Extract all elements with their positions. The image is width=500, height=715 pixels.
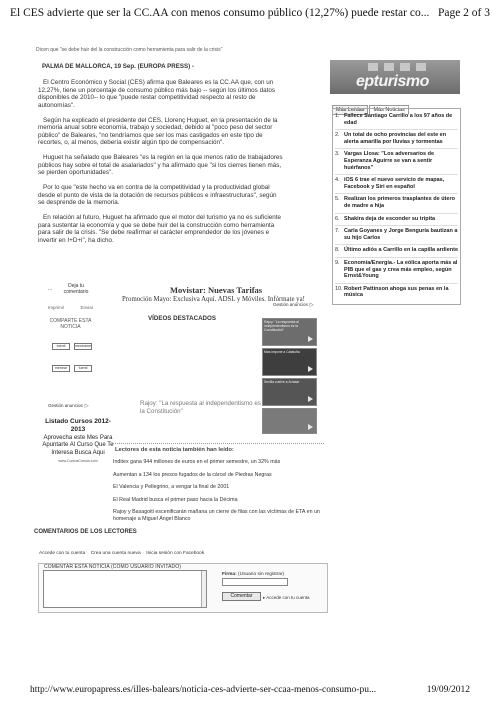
comment-dots: ... [48,286,53,292]
signature-label [222,572,284,577]
rank-number: 6. [335,215,340,222]
list-item[interactable] [335,214,458,227]
video-thumbnail[interactable] [262,378,317,406]
scrollbar[interactable] [201,571,206,607]
thumbnail-label: Mas impone a Cataluña [264,350,300,354]
comment-prompt[interactable] [45,283,107,295]
rank-number: 7. [335,228,340,235]
also-read-link[interactable]: El Real Madrid busca el primer paso hacia la Décima [113,496,238,503]
access-row [39,551,204,556]
rank-title[interactable]: Vargas Llosa: "Los adversarios de Esperanza Aguirre se van a sentir huérfanos" [344,151,435,171]
list-item[interactable] [335,111,458,130]
play-icon [308,424,313,430]
facebook-login-link[interactable]: Inicia sesión con Facebook [146,551,205,556]
comment-textarea[interactable] [43,570,207,608]
article-paragraph: En relación al futuro, Huguet ha afirmado que el motor del turismo ya no es suficiente para sustentar la economía y que se debe huir del la construcción como herramienta para salir de la crisis. "Se debe reafirmar el carácter emprendedor de los jóvenes e invertir en I+D+i", ha dicho. [38,214,282,244]
comments-title: COMENTARIOS DE LOS LECTORES [34,529,137,535]
list-item[interactable] [335,226,458,245]
comment-form-title: COMENTAR ESTA NOTICIA (COMO USUARIO INVITADO) [44,564,182,570]
send-link[interactable]: Enviar [80,305,94,310]
list-item[interactable] [335,194,458,213]
rank-number: 10. [335,285,343,292]
article-paragraph: El Centro Económico y Social (CES) afirma que Baleares es la CC.AA que, con un 12,27%, tiene un porcentaje de consumo público más bajo -- según los últimos datos disponibles de 2010-- lo que "puede restar competitividad respecto al resto de autonomías". [38,79,275,109]
access-note-label[interactable]: Accede con tu cuenta [266,595,310,600]
share-meneame-button[interactable]: meneame [75,344,91,348]
print-header-page: Page 2 of 3 [437,7,490,19]
rank-title[interactable]: iOS 6 trae el nuevo servicio de mapas, Facebook y Siri en español [344,177,445,190]
article-dateline: PALMA DE MALLORCA, 19 Sep. (EUROPA PRESS) - [42,63,194,70]
tab-mas-leidas[interactable]: Más Leídas [332,105,368,115]
divider [112,443,324,444]
banner-square-icon [400,63,410,71]
rank-number: 9. [335,259,340,266]
rank-title[interactable]: Último adiós a Carrillo en la capilla ardiente [344,247,459,254]
rank-number: 3. [335,151,340,158]
banner-logo-text: epturismo [356,73,429,90]
also-read-link[interactable]: Rajoy y Basagoiti escenificarán mañana un cierre de filas con las víctimas de ETA en un homenaje a Miguel Ángel Blanco [113,509,320,522]
movistar-ad-promo[interactable]: Promoción Mayo: Exclusiva Aquí. ADSL y Móviles. Infórmate ya! [122,296,305,303]
article-paragraph: Según ha explicado el presidente del CES, Llorenç Huguet, en la presentación de la memoria anual sobre economía, trabajo y sociedad, debido al "poco peso del sector público" de Baleares, "no tendríamos que ser los mas castigados en este tipo de recortes, o, al menos, debería existir algún tipo de compensación". [38,116,278,147]
separator: · [87,551,89,556]
also-read-list [113,459,328,528]
share-title: COMPARTE ESTA NOTICIA [49,318,92,330]
video-thumbnail[interactable] [262,318,317,346]
ranking-tabs [332,98,410,113]
ad-management[interactable] [273,302,314,308]
also-read-link[interactable]: Inditex gana 944 millones de euros en el primer semestre, un 32% más [113,459,281,465]
comment-submit-button[interactable]: Comentar [222,592,261,601]
article-paragraph: Huguet ha señalado que Baleares "es la región en la que menos ratio de trabajadores públicos hay sobre el total de asalariados" y ha afirmado que "si los cierres tienen más, se pierden oportunidades". [38,154,283,177]
register-link[interactable]: Crea una cuenta nueva [90,551,141,556]
print-footer [30,685,470,695]
play-icon [308,396,313,402]
signature-label-text: Firma: [222,572,237,577]
movistar-ad-title[interactable]: Movistar: Nuevas Tarifas [170,285,263,295]
list-item[interactable] [335,130,458,149]
thumbnail-label: Rajoy: "La respuesta al independentismo es la Constitución" [264,320,299,332]
thumbnail-label: Sevilla vuelve a Arrasar [264,380,300,384]
also-read-link[interactable]: El Valencia y Pellegrino, a vengar la final de 2001 [113,484,230,490]
video-thumbnails [262,318,317,436]
video-thumbnail[interactable] [262,408,317,434]
play-triangle-icon: ▷ [84,403,89,409]
cursos-ad-title[interactable]: Listado Cursos 2012-2013 [45,418,111,433]
print-footer-date: 19/09/2012 [426,685,470,695]
separator: · [142,551,145,556]
ranking-list [332,108,461,305]
rank-title[interactable]: Economía/Energía.- La eólica aporta más al PIB que el gas y crea más empleo, según Ernst&Young [344,259,458,280]
ad-management-label[interactable]: Gestión anuncios [48,403,83,408]
rank-number: 5. [335,196,340,203]
ad-management-label[interactable]: Gestión anuncios [273,302,308,307]
epturismo-banner[interactable] [330,60,460,94]
rank-number: 4. [335,177,340,184]
share-tuenti-button[interactable]: tuenti [52,343,70,350]
rank-title[interactable]: Robert Pattinson ahoga sus penas en la música [344,285,449,299]
banner-square-icon [384,63,394,71]
print-link[interactable]: Imprimir [48,305,65,310]
comment-prompt-line1[interactable]: Deja tu [68,283,84,289]
article-kicker: Dicen que "se debe huir del la construcción como herramienta para salir de la crisis" [36,47,223,53]
print-header-title: El CES advierte que ser la CC.AA con menos consumo público (12,27%) puede restar co... [10,7,430,19]
play-triangle-icon: ▷ [309,302,314,308]
article-paragraph: Por lo que "este hecho va en contra de la competitividad y la productividad global desde el punto de vista de la dotación de recursos públicos e infraestructuras", según se desprende de la memoria. [38,184,277,207]
video-caption[interactable]: Rajoy: "La respuesta al independentismo es la Constitución" [140,400,261,415]
ad-management[interactable] [48,403,89,409]
list-item[interactable] [335,245,458,258]
rank-title[interactable]: Shakira deja de esconder su tripita [344,215,436,222]
print-send-row [48,305,108,310]
video-player[interactable] [138,328,258,433]
article-body [38,79,283,252]
rank-title[interactable]: Fallece Santiago Carrillo a los 97 años de edad [344,113,453,126]
play-icon [308,336,313,342]
rank-number: 2. [335,132,340,139]
banner-square-icon [368,63,378,71]
signature-input[interactable] [222,578,288,586]
access-note[interactable] [263,595,310,601]
videos-title: VÍDEOS DESTACADOS [148,315,216,322]
rank-title[interactable]: Carla Goyanes y Jorge Benguría bautizan a su hijo Carlos [344,228,458,241]
rank-title[interactable]: Realizan los primeros trasplantes de útero de madre a hija [344,196,455,209]
share-menear-button[interactable]: menear [52,365,70,372]
video-thumbnail[interactable] [262,348,317,376]
list-item[interactable] [335,149,458,175]
cursos-ad-link[interactable]: www.CursosCursos.com [58,459,98,464]
list-item[interactable] [335,284,458,302]
print-header [10,7,490,19]
share-buttons [52,334,102,378]
cursos-ad-body: Aprovecha este Mes Para Apuntarte Al Curso Que Te Interesa Busca Aqui [42,435,114,456]
rank-title[interactable]: Un total de ocho provincias del este en alerta amarilla por lluvias y tormentas [344,132,447,145]
list-item[interactable] [335,175,458,194]
share-tuenti-button[interactable]: tuenti [74,365,92,372]
also-read-title: Lectores de esta noticia también han leído: [115,447,234,453]
comment-prompt-line2[interactable]: comentario [63,289,89,295]
rank-number: 1. [335,113,340,119]
also-read-link[interactable]: Aumentan a 134 los presos fugados de la cárcel de Piedras Negras [113,471,272,478]
signature-hint: (Usuario sin registrar) [238,572,285,577]
tab-mas-noticias[interactable]: Más Noticias [369,105,408,115]
rank-number: 8. [335,247,340,254]
list-item[interactable] [335,258,458,284]
arrow-icon: ▸ [263,595,266,600]
login-link[interactable]: Accede con tu cuenta [39,551,86,556]
banner-square-icon [416,63,426,71]
cursos-ad[interactable] [42,418,114,463]
print-footer-url: http://www.europapress.es/illes-balears/noticia-ces-advierte-ser-ccaa-menos-consumo-pu... [30,685,377,695]
play-icon [308,366,313,372]
